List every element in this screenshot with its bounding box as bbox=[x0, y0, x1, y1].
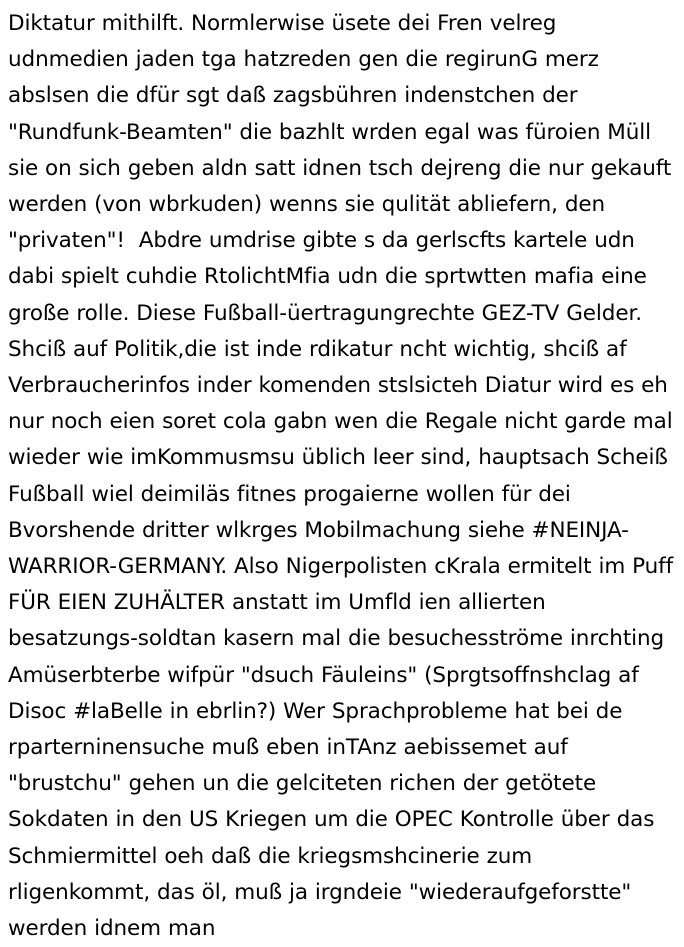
document-body-paragraph: Diktatur mithilft. Normlerwise üsete dei Fren velreg udnmedien jaden tga hatzreden gen die regirunG merz abslsen die dfür sgt daß zagsbühren indenstchen der "Rundfunk-Beamten" die bazhlt wrden egal was füroien Müll sie on sich geben aldn satt idnen tsch dejreng die nur gekauft werden (von wbrkuden) wenns sie qulität abliefern, den "privaten"! Abdre umdrise gibte s da gerlscfts kartele udn dabi spielt cuhdie RtolichtMfia udn die sprtwtten mafia eine große rolle. Diese Fußball-üertragungrechte GEZ-TV Gelder. Shciß auf Politik,die ist inde rdikatur ncht wichtig, shciß af Verbraucherinfos inder komenden stslsicteh Diatur wird es eh nur noch eien soret cola gabn wen die Regale nicht garde mal wieder wie imKommusmsu üblich leer sind, hauptsach Scheiß Fußball wiel deimiläs fitnes progaierne wollen für dei Bvorshende dritter wlkrges Mobilmachung siehe #NEINJA-WARRIOR-GERMANY. Also Nigerpolisten cKrala ermitelt im Puff FÜR EIEN ZUHÄLTER anstatt im Umfld ien allierten besatzungs-soldtan kasern mal die besuchesströme inrchting Amüserbterbe wifpür "dsuch Fäuleins" (Sprgtsoffnshclag af Disoc #laBelle in ebrlin?) Wer Sprachprobleme hat bei de rparterninensuche muß eben inTAnz aebissemet auf "brustchu" gehen un die gelciteten richen der getötete Sokdaten in den US Kriegen um die OPEC Kontrolle über das Schmiermittel oeh daß die kriegsmshcinerie zum rligenkommt, das öl, muß ja irgndeie "wiederaufgeforstte" werden idnem man bbox=[8, 11, 680, 942]
